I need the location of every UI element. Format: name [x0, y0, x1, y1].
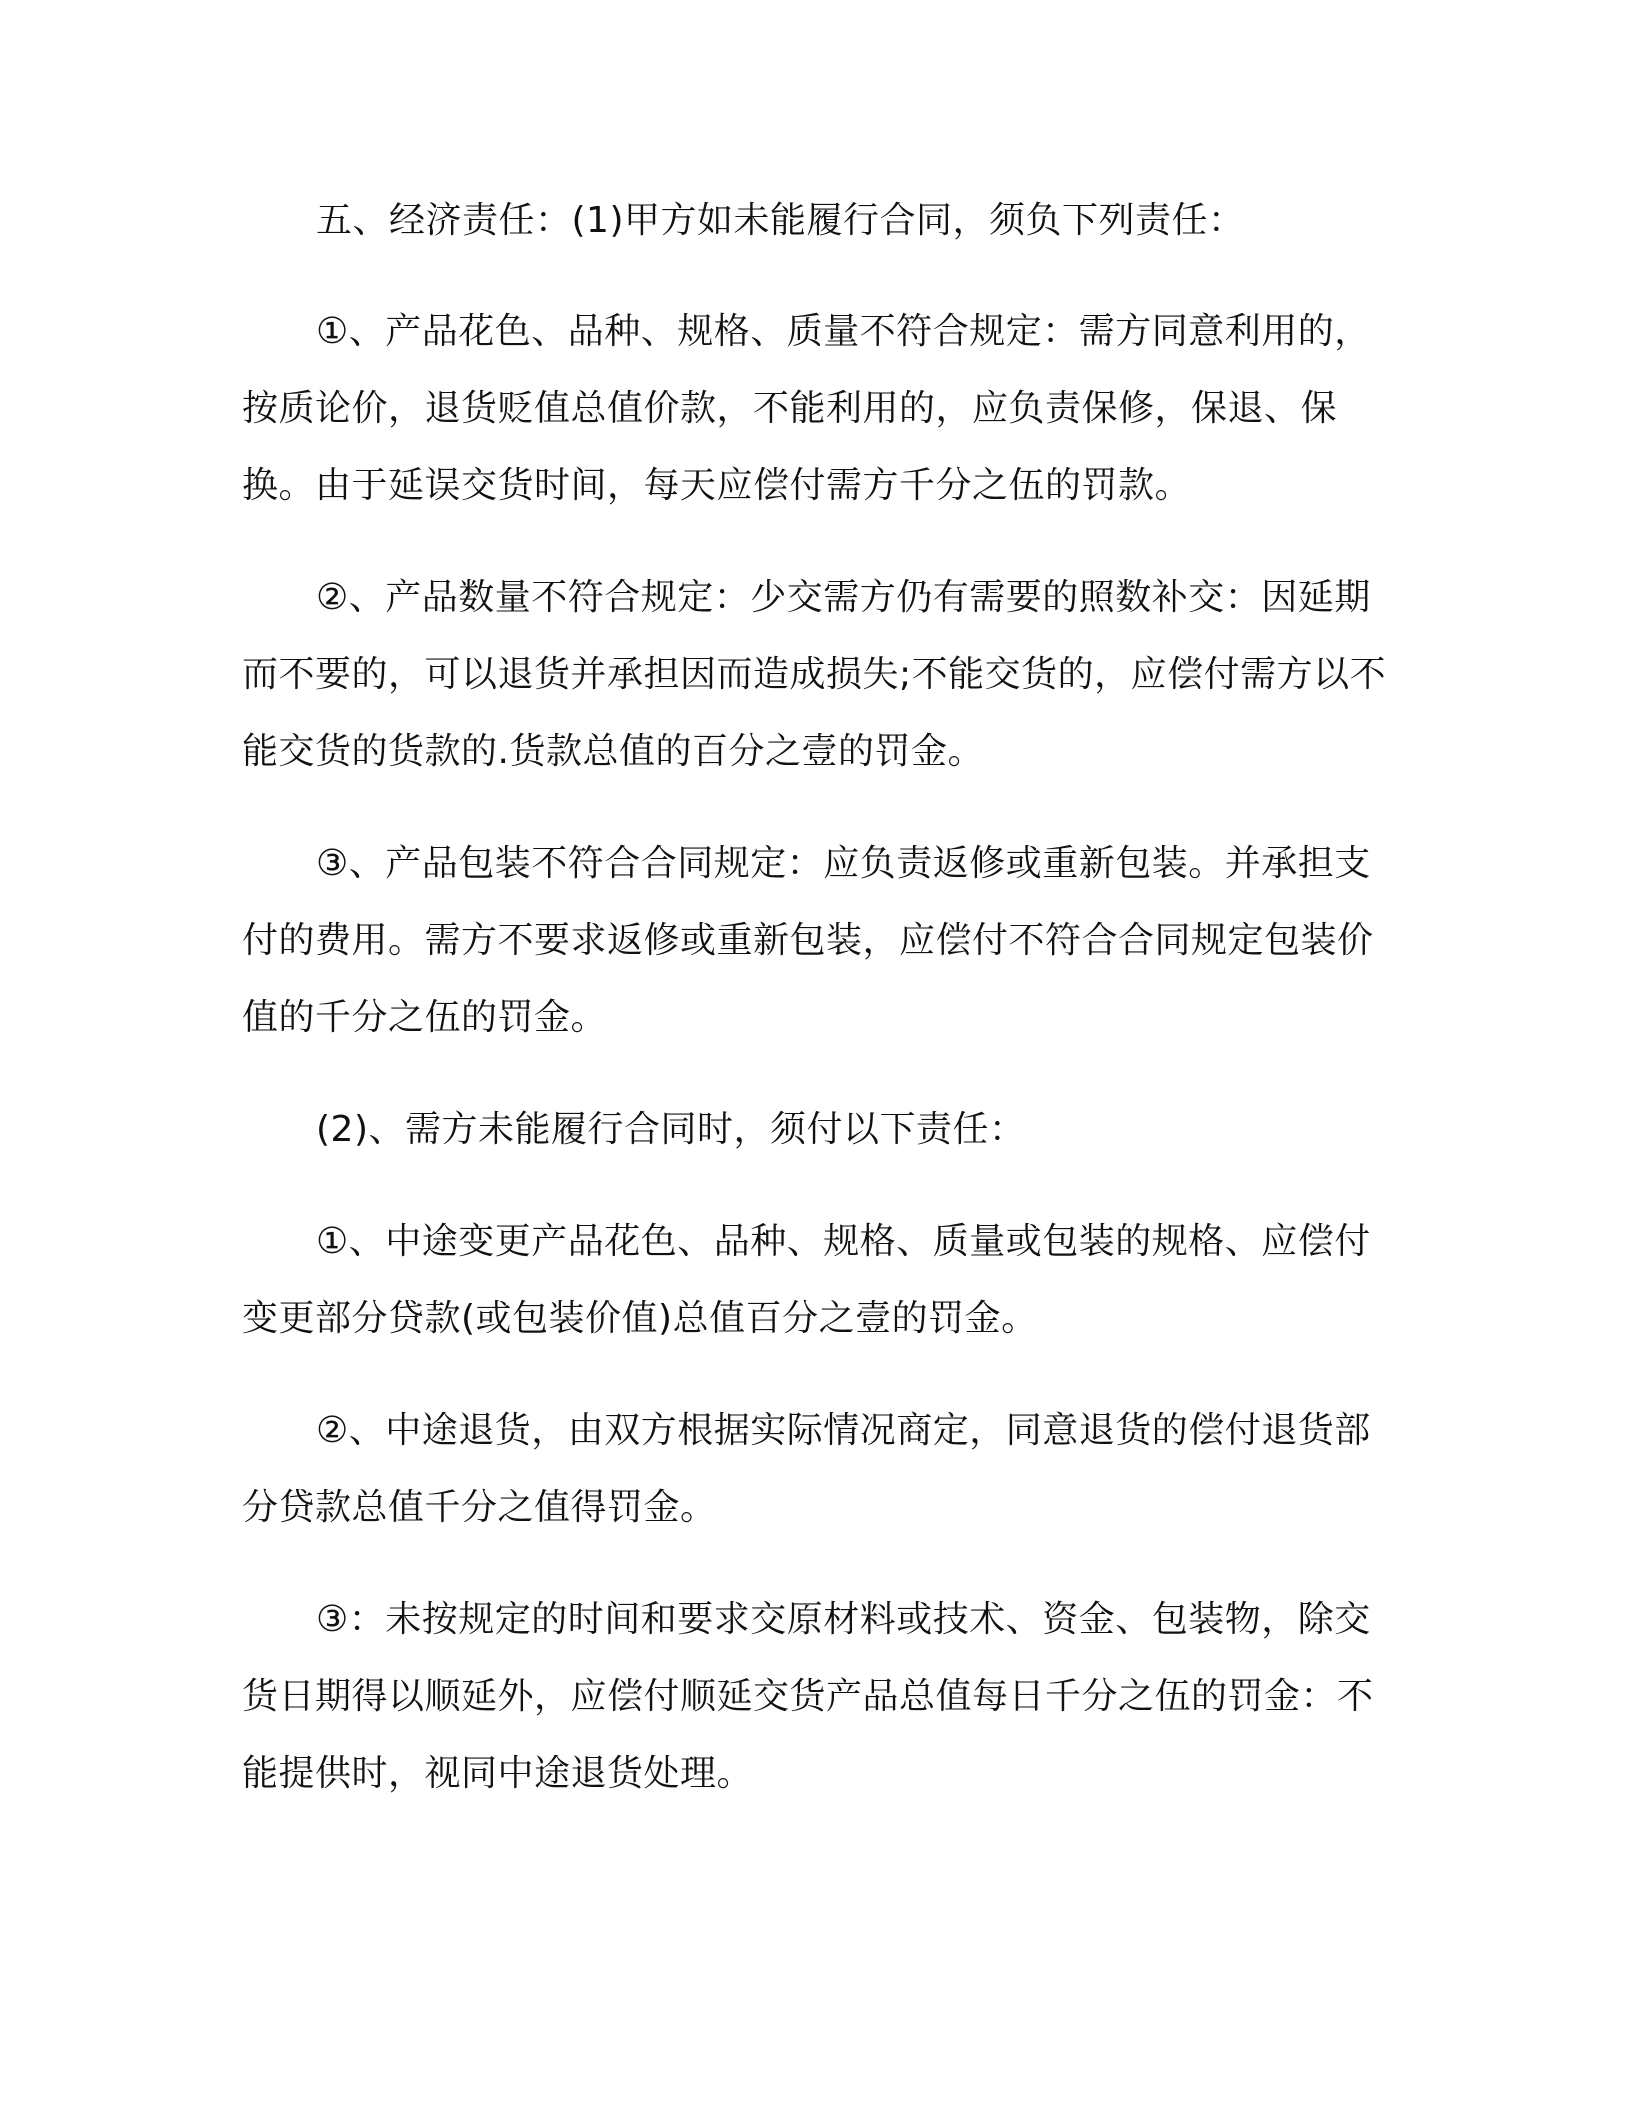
paragraph-buyer-item-1: ①、中途变更产品花色、品种、规格、质量或包装的规格、应偿付变更部分贷款(或包装价值)总值百分之壹的罚金。 — [242, 1221, 1371, 1339]
paragraph-supplier-item-1: ①、产品花色、品种、规格、质量不符合规定：需方同意利用的，按质论价，退货贬值总值价款，不能利用的，应负责保修，保退、保换。由于延误交货时间，每天应偿付需方千分之伍的罚款。 — [242, 311, 1371, 506]
paragraph-buyer-liability-heading: (2)、需方未能履行合同时，须付以下责任： — [316, 1109, 1026, 1150]
paragraph-buyer-item-3: ③：未按规定的时间和要求交原材料或技术、资金、包装物，除交货日期得以顺延外，应偿付顺延交货产品总值每日千分之伍的罚金：不能提供时，视同中途退货处理。 — [242, 1599, 1374, 1794]
paragraph-supplier-item-3: ③、产品包装不符合合同规定：应负责返修或重新包装。并承担支付的费用。需方不要求返修或重新包装，应偿付不符合合同规定包装价值的千分之伍的罚金。 — [242, 843, 1374, 1038]
document-body — [242, 182, 1392, 1847]
paragraph-supplier-item-2: ②、产品数量不符合规定：少交需方仍有需要的照数补交：因延期而不要的，可以退货并承担因而造成损失;不能交货的，应偿付需方以不能交货的货款的.货款总值的百分之壹的罚金。 — [242, 577, 1387, 772]
paragraph-buyer-item-2: ②、中途退货，由双方根据实际情况商定，同意退货的偿付退货部分贷款总值千分之值得罚金。 — [242, 1410, 1371, 1528]
paragraph-economic-liability-heading: 五、经济责任：(1)甲方如未能履行合同，须负下列责任： — [316, 200, 1245, 241]
